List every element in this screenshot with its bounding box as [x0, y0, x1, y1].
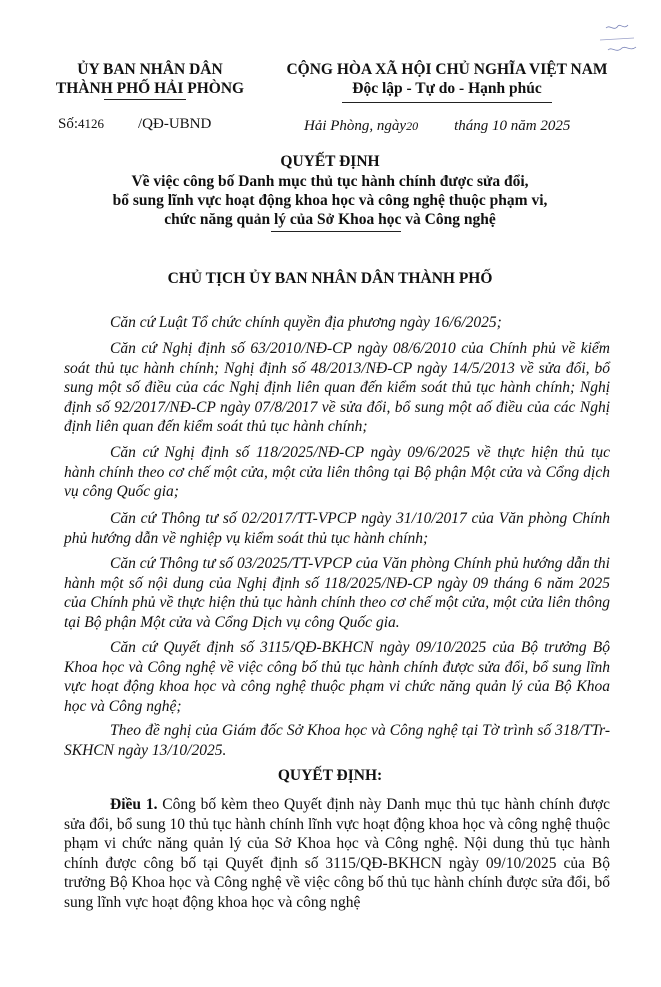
document-number	[58, 116, 211, 133]
motto-line: Độc lập - Tự do - Hạnh phúc	[352, 80, 542, 97]
preamble-item: Căn cứ Thông tư số 02/2017/TT-VPCP ngày 31/10/2017 của Văn phòng Chính phủ hướng dẫn về nghiệp vụ kiểm soát thủ tục hành chính;	[64, 510, 610, 547]
preamble-item: Theo đề nghị của Giám đốc Sở Khoa học và Công nghệ tại Tờ trình số 318/TTr-SKHCN ngày 13/10/2025.	[64, 722, 610, 759]
preamble-item: Căn cứ Quyết định số 3115/QĐ-BKHCN ngày 09/10/2025 của Bộ trưởng Bộ Khoa học và Công nghệ về việc công bố thủ tục hành chính được sửa đổi, bổ sung lĩnh vực hoạt động khoa học và công nghệ thuộc phạm vi chức năng quản lý của Bộ Khoa học và Công nghệ;	[64, 639, 610, 715]
preamble-item: Căn cứ Luật Tổ chức chính quyền địa phương ngày 16/6/2025;	[110, 314, 502, 331]
document-number-label: Số:	[58, 116, 79, 132]
subject-line3: chức năng quản lý của Sở Khoa học và Công nghệ	[164, 211, 496, 228]
subject-line2: bổ sung lĩnh vực hoạt động khoa học và công nghệ thuộc phạm vi,	[112, 192, 548, 209]
issuing-authority	[30, 60, 270, 98]
authority-underline	[104, 99, 186, 100]
signing-authority: CHỦ TỊCH ỦY BAN NHÂN DÂN THÀNH PHỐ	[167, 270, 493, 287]
decision-heading: QUYẾT ĐỊNH:	[277, 767, 383, 784]
issuing-authority-line1: ỦY BAN NHÂN DÂN	[77, 61, 223, 78]
subject-line1: Về việc công bố Danh mục thủ tục hành chính được sửa đổi,	[131, 173, 529, 190]
title-underline	[271, 231, 401, 232]
document-number-value: 4126	[78, 116, 105, 131]
article-1-label: Điều 1.	[110, 796, 158, 813]
issue-date-month-year: tháng 10 năm 2025	[454, 118, 571, 134]
national-motto	[282, 60, 612, 98]
decision-title: QUYẾT ĐỊNH	[280, 153, 380, 170]
document-number-suffix: /QĐ-UBND	[138, 116, 212, 132]
initials-signature-mark	[596, 20, 642, 60]
issuing-authority-line2: THÀNH PHỐ HẢI PHÒNG	[55, 80, 245, 97]
issue-date	[304, 118, 570, 135]
preamble-item: Căn cứ Nghị định số 118/2025/NĐ-CP ngày 09/6/2025 về thực hiện thủ tục hành chính theo cơ chế một cửa, một cửa liên thông tại Bộ phận Một cửa và Cổng dịch vụ công Quốc gia;	[64, 444, 610, 500]
issue-date-day: 20	[406, 119, 419, 133]
motto-underline	[342, 102, 552, 103]
decision-subject	[30, 172, 630, 229]
preamble-item: Căn cứ Thông tư số 03/2025/TT-VPCP của Văn phòng Chính phủ hướng dẫn thi hành một số nội dung của Nghị định số 118/2025/NĐ-CP ngày 09 tháng 6 năm 2025 của Chính phủ về thực hiện thủ tục hành chính theo cơ chế một cửa, một cửa liên thông tại Bộ phận Một cửa và Cổng Dịch vụ công Quốc gia.	[64, 555, 610, 631]
issue-date-place: Hải Phòng, ngày	[304, 118, 407, 134]
national-name: CỘNG HÒA XÃ HỘI CHỦ NGHĨA VIỆT NAM	[286, 61, 608, 78]
article-1-text: Công bố kèm theo Quyết định này Danh mục thủ tục hành chính được sửa đổi, bổ sung 10 thủ tục hành chính lĩnh vực hoạt động khoa học và công nghệ thuộc phạm vi chức năng quản lý của Sở Khoa học và Công nghệ. Nội dung thủ tục hành chính được công bố tại Quyết định số 3115/QĐ-BKHCN ngày 09/10/2025 của Bộ trưởng Bộ Khoa học và Công nghệ về việc công bố thủ tục hành chính được sửa đổi, bổ sung lĩnh vực hoạt động khoa học và công nghệ	[64, 796, 611, 911]
preamble-item: Căn cứ Nghị định số 63/2010/NĐ-CP ngày 08/6/2010 của Chính phủ về kiểm soát thủ tục hành chính; Nghị định số 48/2013/NĐ-CP ngày 14/5/2013 về sửa đổi, bổ sung một số điều của các Nghị định liên quan đến kiểm soát thủ tục hành chính; Nghị định số 92/2017/NĐ-CP ngày 07/8/2017 về sửa đổi, bổ sung một aố điều của các Nghị định liên quan đến kiểm soát thủ tục hành chính;	[64, 340, 610, 435]
article-1	[64, 795, 610, 912]
